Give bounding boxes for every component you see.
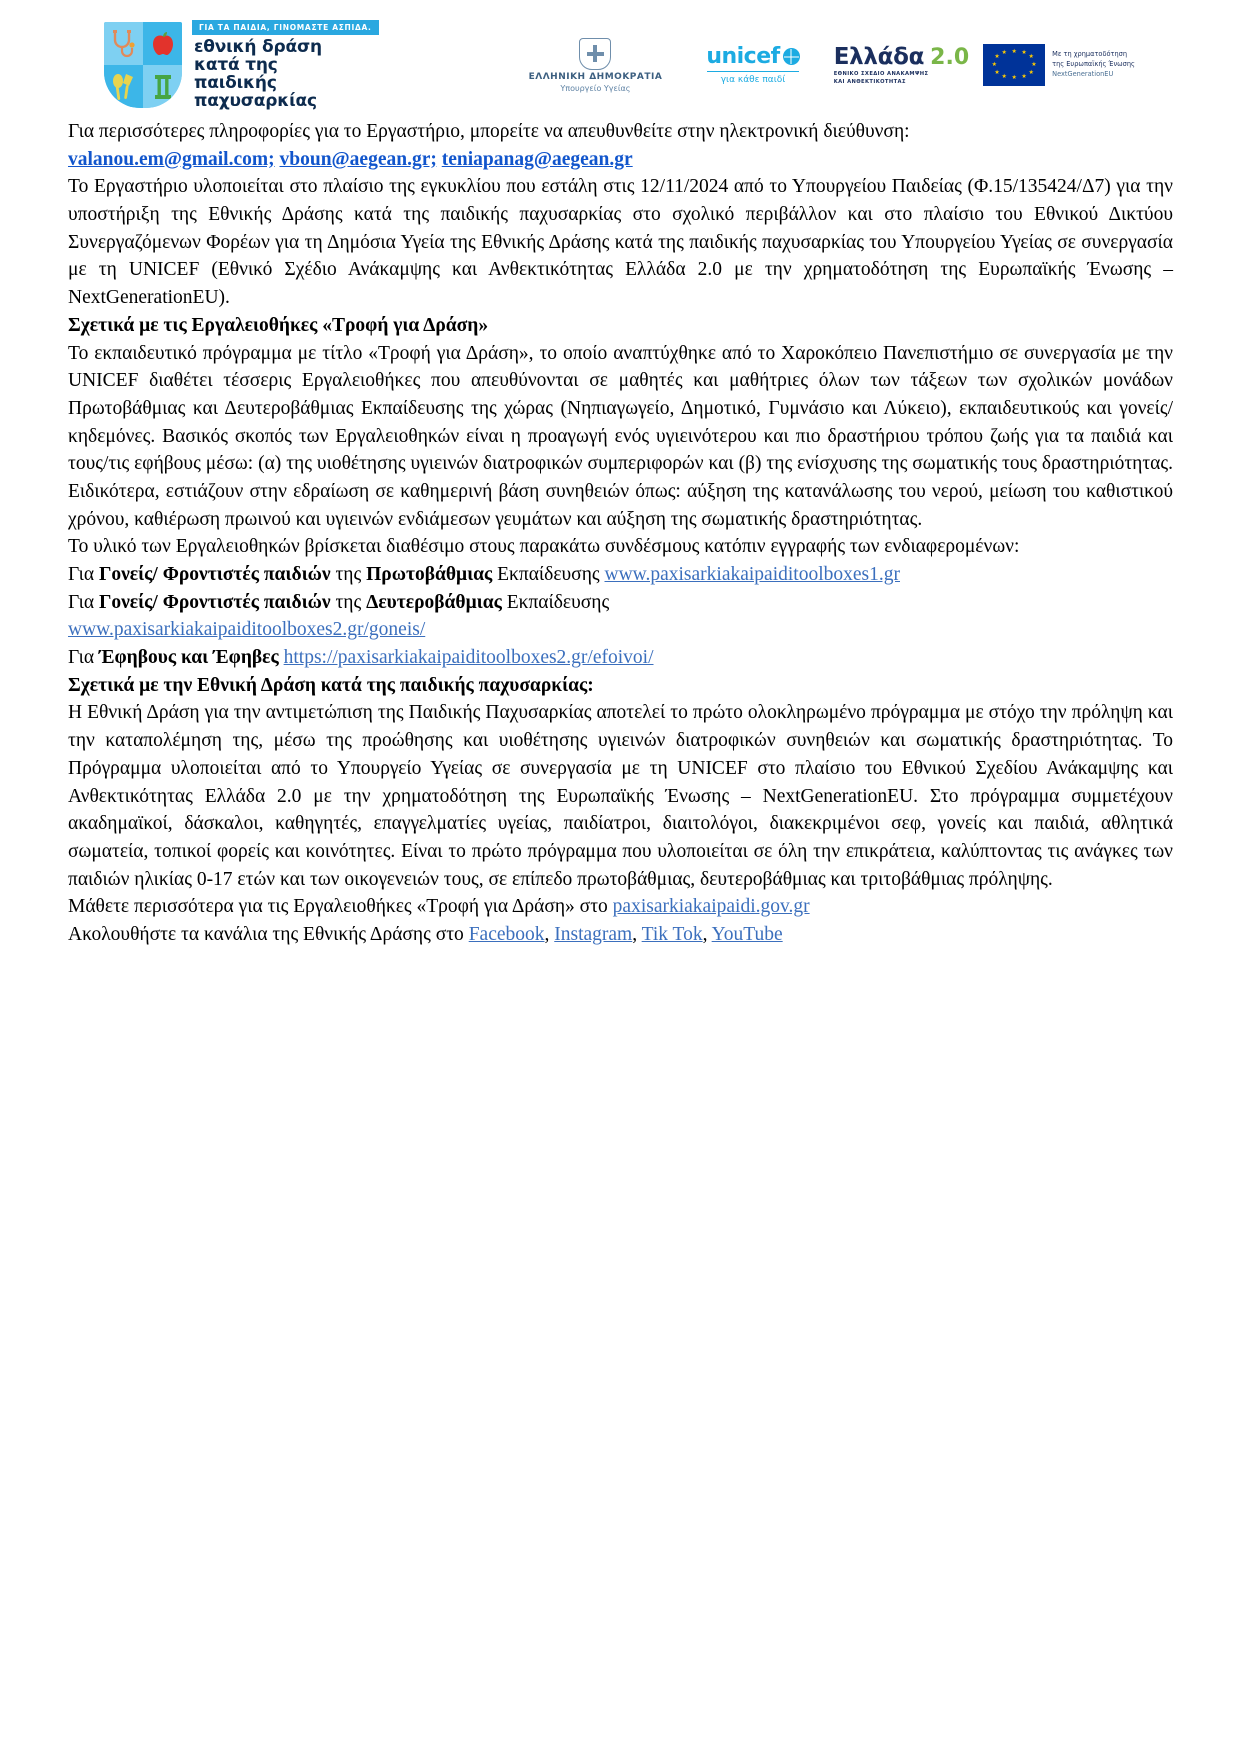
ellada-version-number: 2.0	[930, 45, 970, 71]
social-link-instagram[interactable]: Instagram	[554, 923, 633, 945]
shield-emblem-icon	[104, 22, 182, 108]
email-links-line	[68, 146, 1173, 174]
heading-national-action: Σχετικά με την Εθνική Δράση κατά της παιδικής παχυσαρκίας:	[68, 674, 594, 696]
education-level-label-1: Πρωτοβάθμιας	[366, 564, 493, 585]
wordmark-line-2: κατά της	[194, 54, 278, 75]
ellada-2-0-logo	[834, 44, 969, 85]
unicef-tagline: για κάθε παιδί	[720, 74, 786, 85]
social-follow-line: Ακολουθήστε τα κανάλια της Εθνικής Δράσης στο Facebook, Instagram, Tik Tok, YouTube	[68, 923, 783, 945]
toolbox-link-row-3: Για Έφηβους και Έφηβες https://paxisarkiakaipaiditoolboxes2.gr/efoivoi/	[68, 647, 654, 669]
eu-flag-icon: ★ ★ ★ ★ ★ ★ ★ ★ ★ ★ ★ ★	[983, 44, 1045, 86]
unicef-divider	[707, 71, 799, 72]
heading-toolboxes: Σχετικά με τις Εργαλειοθήκες «Τροφή για Δράση»	[68, 314, 489, 336]
national-action-paragraph: Η Εθνική Δράση για την αντιμετώπιση της Παιδικής Παχυσαρκίας αποτελεί το πρώτο ολοκληρωμένο πρόγραμμα με στόχο την πρόληψη και την καταπολέμηση της, μέσω της προώθησης και υιοθέτησης υγιεινών διατροφικών συνηθειών και σωματικής δραστηριότητας. Το Πρόγραμμα υλοποιείται από το Υπουργείο Υγείας σε συνεργασία με τη UNICEF στο πλαίσιο του Εθνικού Σχεδίου Ανάκαμψης και Ανθεκτικότητας Ελλάδα 2.0 με την χρηματοδότηση της Ευρωπαϊκής Ένωσης – NextGenerationEU. Στο πρόγραμμα συμμετέχουν ακαδημαϊκοί, δάσκαλοι, καθηγητές, επαγγελματίες υγείας, παιδίατροι, διαιτολόγοι, διακεκριμένοι σεφ, γονείς και παιδιά, αθλητικά σωματεία, τοπικοί φορείς και κοινότητες. Είναι το πρώτο πρόγραμμα που υλοποιείται σε όλη την επικράτεια, καλύπτοντας τις ανάγκες των παιδιών ηλικίας 0-17 ετών και των οικογενειών τους, σε επίπεδο πρωτοβάθμιας, δευτεροβάθμιας και τριτοβάθμιας πρόληψης.	[68, 702, 1173, 890]
wordmark-line-3: παιδικής	[194, 73, 277, 93]
audience-label-2: Γονείς/ Φροντιστές παιδιών	[98, 591, 331, 613]
greek-coat-of-arms-icon	[579, 38, 611, 70]
audience-label-3: Έφηβους και Έφηβες	[98, 647, 279, 669]
education-level-label-2: Δευτεροβάθμιας	[366, 591, 502, 613]
ellada-wordmark: Ελλάδα	[833, 44, 925, 71]
social-link-tik-tok[interactable]: Tik Tok	[641, 923, 703, 945]
wordmark-tagline: ΓΙΑ ΤΑ ΠΑΙΔΙΑ, ΓΙΝΟΜΑΣΤΕ ΑΣΠΙΔΑ.	[192, 20, 379, 35]
hellenic-republic-logo	[529, 38, 663, 93]
toolbox-link-row-1: Για Γονείς/ Φροντιστές παιδιών της Πρωτοβάθμιας Εκπαίδευσης www.paxisarkiakaipaiditoolboxes1.gr	[68, 564, 900, 585]
eu-funding-line-1: Με τη χρηματοδότηση	[1052, 50, 1128, 59]
stethoscope-icon	[104, 22, 143, 65]
eu-funding-text	[1052, 50, 1135, 80]
national-action-wordmark	[192, 20, 379, 110]
eu-funding-logo	[983, 44, 1135, 86]
eu-funding-line-2: της Ευρωπαϊκής Ένωσης	[1052, 60, 1135, 69]
toolbox-url-link-2[interactable]: www.paxisarkiakaipaiditoolboxes2.gr/goneis/	[68, 619, 426, 641]
spoon-spatula-icon	[104, 65, 143, 108]
email-link-3[interactable]: teniapanag@aegean.gr	[441, 148, 633, 170]
unicef-wordmark: unicef	[706, 43, 780, 69]
learn-more-prefix: Μάθετε περισσότερα για τις Εργαλειοθήκες «Τροφή για Δράση» στο	[68, 896, 613, 918]
toolbox-url-link-1[interactable]: www.paxisarkiakaipaiditoolboxes1.gr	[604, 564, 900, 585]
social-link-youtube[interactable]: YouTube	[711, 923, 783, 945]
unicef-globe-icon	[783, 48, 800, 65]
wordmark-lines	[192, 38, 379, 110]
ellada-subtitle-line-1: ΕΘΝΙΚΟ ΣΧΕΔΙΟ ΑΝΑΚΑΜΨΗΣ	[833, 71, 929, 78]
ellada-subtitle	[834, 71, 929, 85]
ellada-subtitle-line-2: ΚΑΙ ΑΝΘΕΚΤΙΚΟΤΗΤΑΣ	[833, 78, 906, 85]
framework-paragraph: Το Εργαστήριο υλοποιείται στο πλαίσιο της εγκυκλίου που εστάλη στις 12/11/2024 από το Υπουργείου Παιδείας (Φ.15/135424/Δ7) για την υποστήριξη της Εθνικής Δράσης κατά της παιδικής παχυσαρκίας στο σχολικό περιβάλλον και στο πλαίσιο του Εθνικού Δικτύου Συνεργαζόμενων Φορέων για τη Δημόσια Υγεία της Εθνικής Δράσης κατά της παιδικής παχυσαρκίας του Υπουργείου Υγείας σε συνεργασία με τη UNICEF (Εθνικό Σχέδιο Ανάκαμψης και Ανθεκτικότητας Ελλάδα 2.0 με την χρηματοδότηση της Ευρωπαϊκής Ένωσης – NextGenerationEU).	[68, 176, 1173, 309]
social-follow-prefix: Ακολουθήστε τα κανάλια της Εθνικής Δράσης στο	[68, 923, 469, 945]
learn-more-line	[68, 893, 1173, 921]
apple-icon	[143, 22, 182, 65]
hellenic-republic-label: ΕΛΛΗΝΙΚΗ ΔΗΜΟΚΡΑΤΙΑ	[528, 71, 663, 82]
audience-label-1: Γονείς/ Φροντιστές παιδιών	[98, 564, 331, 585]
wordmark-line-1: εθνική δράση	[194, 36, 322, 57]
social-link-facebook[interactable]: Facebook	[468, 923, 545, 945]
toolbox-link-row-2: Για Γονείς/ Φροντιστές παιδιών της Δευτεροβάθμιας Εκπαίδευσης	[68, 591, 610, 613]
document-body	[0, 118, 1241, 949]
eu-funding-line-3: NextGenerationEU	[1052, 69, 1114, 78]
email-link-2[interactable]: vboun@aegean.gr;	[279, 148, 437, 170]
toolbox-url-link-3[interactable]: https://paxisarkiakaipaiditoolboxes2.gr/efoivoi/	[283, 647, 654, 669]
dumbbell-icon	[143, 65, 182, 108]
toolbox-link-row-2-url	[68, 616, 1173, 644]
contact-intro-paragraph: Για περισσότερες πληροφορίες για το Εργαστήριο, μπορείτε να απευθυνθείτε στην ηλεκτρονική διεύθυνση:	[68, 121, 910, 142]
header-logo-bar	[0, 0, 1241, 118]
wordmark-line-4: παχυσαρκίας	[194, 91, 317, 112]
national-action-logo	[104, 20, 379, 110]
unicef-logo	[706, 43, 799, 85]
toolboxes-description-paragraph: Το εκπαιδευτικό πρόγραμμα με τίτλο «Τροφή για Δράση», το οποίο αναπτύχθηκε από το Χαροκόπειο Πανεπιστήμιο σε συνεργασία με την UNICEF διαθέτει τέσσερις Εργαλειοθήκες που απευθύνονται σε μαθητές και μαθήτριες όλων των τάξεων των σχολικών μονάδων Πρωτοβάθμιας και Δευτεροβάθμιας Εκπαίδευσης της χώρας (Νηπιαγωγείο, Δημοτικό, Γυμνάσιο και Λύκειο), εκπαιδευτικούς και γονείς/κηδεμόνες. Βασικός σκοπός των Εργαλειοθηκών είναι η προαγωγή ενός υγιεινότερου και πιο δραστήριου τρόπου ζωής για τα παιδιά και τους/τις εφήβους μέσω: (α) της υιοθέτησης υγιεινών διατροφικών συμπεριφορών και (β) της ενίσχυσης της σωματικής τους δραστηριότητας. Ειδικότερα, εστιάζουν στην εδραίωση σε καθημερινή βάση συνηθειών όπως: αύξηση της κατανάλωσης του νερού, μείωση του καθιστικού χρόνου, καθιέρωση πρωινού και υγιεινών ενδιάμεσων γευμάτων και αύξηση της σωματικής δραστηριότητας.	[68, 342, 1173, 530]
email-link-1[interactable]: valanou.em@gmail.com;	[68, 148, 275, 170]
toolboxes-access-paragraph: Το υλικό των Εργαλειοθηκών βρίσκεται διαθέσιμο στους παρακάτω συνδέσμους κατόπιν εγγραφής των ενδιαφερομένων:	[68, 536, 1020, 558]
toolbox-link-rows	[68, 561, 1173, 672]
ministry-of-health-label: Υπουργείο Υγείας	[560, 83, 631, 93]
learn-more-link[interactable]: paxisarkiakaipaidi.gov.gr	[612, 896, 810, 918]
